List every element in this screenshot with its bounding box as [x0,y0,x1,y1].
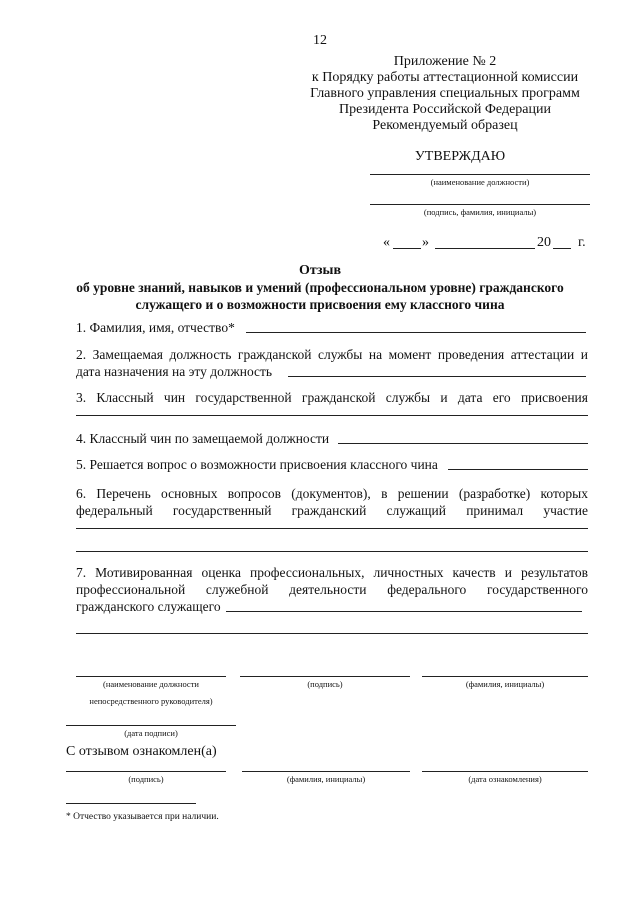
appendix-line-1: Приложение № 2 [393,54,497,69]
appendix-line-3: Главного управления специальных программ [310,86,580,101]
ack-date-line[interactable] [422,771,588,772]
ack-signature-line[interactable] [66,771,226,772]
item-1-field[interactable] [246,332,586,333]
date-close-quote: » [422,235,429,250]
approval-title: УТВЕРЖДАЮ [414,149,506,164]
date-signed-line[interactable] [66,725,236,726]
appendix-line-2: к Порядку работы аттестационной комиссии [311,70,579,85]
ack-date-caption: (дата ознакомления) [468,774,542,784]
item-6-field-2[interactable] [76,551,588,552]
item-6-line-2: федеральный государственный гражданский служащий принимал участие [76,503,588,518]
heading-line-3: служащего и о возможности присвоения ему классного чина [135,297,505,312]
ack-name-line[interactable] [242,771,410,772]
item-2-line-1: 2. Замещаемая должность гражданской службы на момент проведения аттестации и [76,347,588,362]
footnote: * Отчество указывается при наличии. [66,812,219,822]
manager-signature-caption: (подпись) [307,679,343,689]
heading-line-2: об уровне знаний, навыков и умений (профессиональном уровне) гражданского [76,280,564,295]
date-signed-caption: (дата подписи) [124,728,178,738]
position-line [370,174,590,175]
year-suffix: г. [578,235,586,250]
item-7-field-2[interactable] [76,633,588,634]
acknowledged-label: С отзывом ознакомлен(а) [66,744,217,759]
footnote-separator [66,803,196,804]
item-1-label: 1. Фамилия, имя, отчество* [76,320,235,335]
recommended-sample: Рекомендуемый образец [372,118,518,133]
item-3-field[interactable] [76,415,588,416]
document-title: Отзыв [298,263,342,278]
manager-position-line[interactable] [76,676,226,677]
item-5-label: 5. Решается вопрос о возможности присвоения классного чина [76,457,438,472]
year-line [553,248,571,249]
manager-caption-2: непосредственного руководителя) [89,696,213,706]
position-caption: (наименование должности) [430,177,530,187]
manager-name-caption: (фамилия, инициалы) [465,679,545,689]
item-4-label: 4. Классный чин по замещаемой должности [76,431,330,446]
manager-caption-1: (наименование должности [103,679,199,689]
item-7-field-1[interactable] [226,611,582,612]
signature-line [370,204,590,205]
item-7-line-2: профессиональной служебной деятельности федерального государственного [76,582,588,597]
item-4-field[interactable] [338,443,588,444]
date-open-quote: « [383,235,390,250]
item-5-field[interactable] [448,469,588,470]
appendix-block [300,54,590,118]
appendix-line-4: Президента Российской Федерации [339,102,551,117]
signature-caption: (подпись, фамилия, инициалы) [423,207,537,217]
page-number: 12 [313,33,327,48]
item-6-line-1: 6. Перечень основных вопросов (документов), в решении (разработке) которых [76,486,588,501]
ack-signature-caption: (подпись) [128,774,164,784]
item-2-field[interactable] [288,376,586,377]
item-3-label: 3. Классный чин государственной гражданской службы и дата его присвоения [76,390,588,405]
ack-name-caption: (фамилия, инициалы) [286,774,366,784]
year-prefix: 20 [537,235,551,250]
day-line [393,248,421,249]
month-line [435,248,535,249]
manager-signature-line[interactable] [240,676,410,677]
item-7-line-1: 7. Мотивированная оценка профессиональных, личностных качеств и результатов [76,565,588,580]
manager-name-line[interactable] [422,676,588,677]
item-6-field-1[interactable] [76,528,588,529]
item-7-line-3: гражданского служащего [76,599,221,614]
item-2-line-2: дата назначения на эту должность [76,364,273,379]
